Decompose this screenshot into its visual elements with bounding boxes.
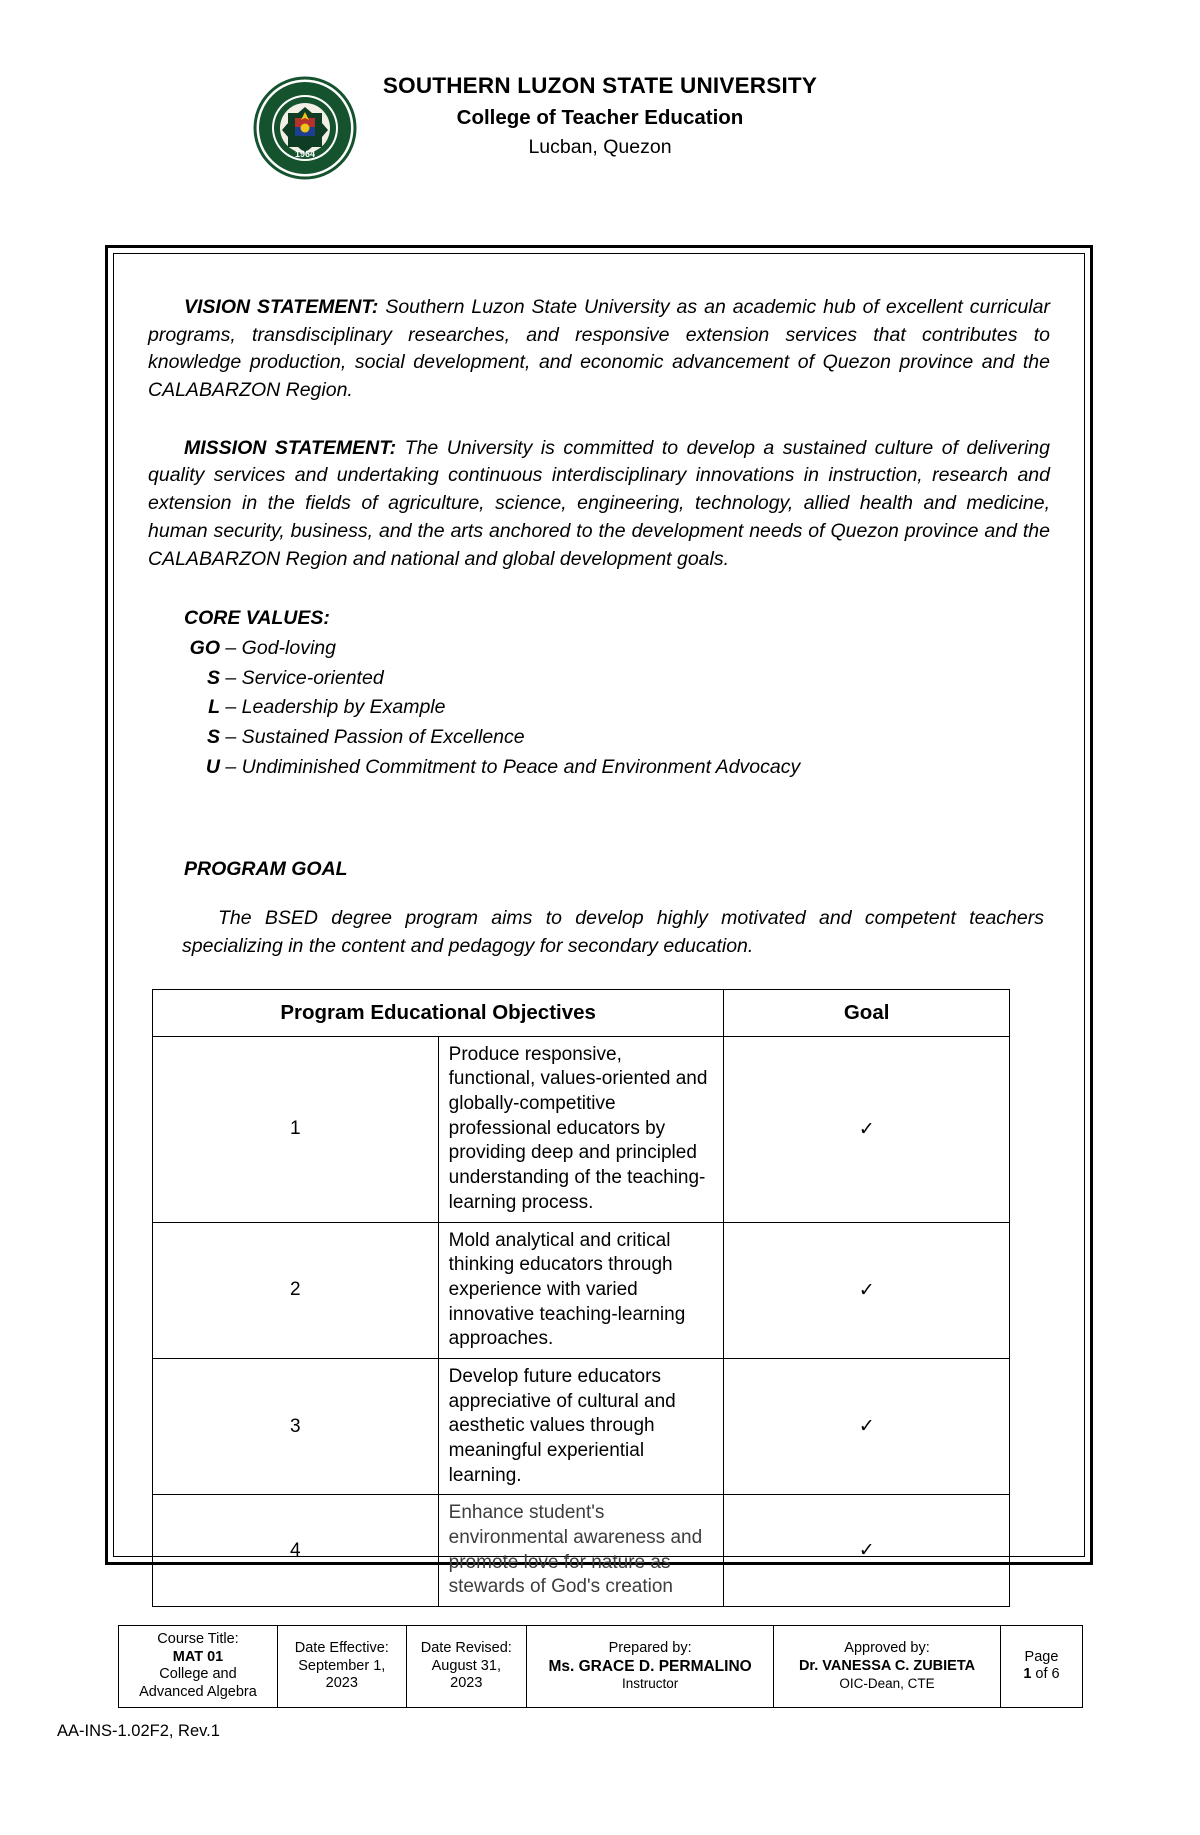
row-number: 2	[153, 1222, 439, 1358]
prepared-by-label: Prepared by:	[608, 1639, 692, 1656]
footer-approved-by-cell	[774, 1626, 1001, 1708]
core-value-key: GO	[189, 637, 220, 660]
row-goal-check: ✓	[724, 1036, 1010, 1222]
footer-page-cell	[1000, 1626, 1082, 1708]
core-value-key: U	[205, 755, 220, 778]
core-value-item	[184, 693, 1050, 723]
college-name: College of Teacher Education	[456, 105, 744, 129]
vision-label: VISION STATEMENT:	[184, 296, 379, 318]
form-code: AA-INS-1.02F2, Rev.1	[57, 1722, 220, 1740]
vision-statement	[148, 294, 1050, 405]
core-value-item	[184, 723, 1050, 753]
row-goal-check: ✓	[724, 1495, 1010, 1607]
program-goal-text: The BSED degree program aims to develop highly motivated and competent teachers specializing in the content and pedagogy for secondary education.	[182, 907, 1044, 957]
program-goal-title: PROGRAM GOAL	[184, 858, 348, 881]
core-value-text: – Sustained Passion of Excellence	[225, 726, 525, 749]
date-effective-label: Date Effective:	[294, 1639, 389, 1656]
row-objective: Develop future educators appreciative of cultural and aesthetic values through meaningful experiential learning.	[438, 1358, 724, 1494]
core-value-text: – Service-oriented	[225, 666, 384, 689]
core-value-text: – Undiminished Commitment to Peace and Environment Advocacy	[225, 755, 801, 778]
core-value-key: S	[206, 726, 220, 749]
course-code: MAT 01	[172, 1648, 224, 1665]
date-revised-line1: August 31,	[431, 1657, 501, 1674]
seal-year-text: 1964	[294, 149, 315, 159]
university-seal-icon	[253, 76, 357, 180]
row-goal-check: ✓	[724, 1222, 1010, 1358]
table-row	[153, 1358, 1010, 1494]
course-title-label: Course Title:	[157, 1631, 239, 1647]
mission-statement	[148, 435, 1050, 573]
core-value-text: – Leadership by Example	[225, 696, 446, 719]
column-header-objectives: Program Educational Objectives	[153, 989, 724, 1036]
prepared-by-name: Ms. GRACE D. PERMALINO	[548, 1657, 752, 1675]
core-value-key: L	[208, 696, 220, 719]
core-values-list	[184, 634, 1050, 782]
table-row	[153, 1036, 1010, 1222]
row-number: 1	[153, 1036, 439, 1222]
row-goal-check: ✓	[724, 1358, 1010, 1494]
core-value-text: – God-loving	[225, 637, 336, 660]
vision-text: Southern Luzon State University as an academic hub of excellent curricular programs, transdisciplinary researches, and responsive extension services that contributes to knowledge production, social development, and economic advancement of Quezon province and the CALABARZON Region.	[148, 296, 1050, 402]
core-value-item	[184, 664, 1050, 694]
content-frame	[105, 245, 1093, 1598]
mission-text: The University is committed to develop a sustained culture of delivering quality services and undertaking continuous interdisciplinary innovations in instruction, research and extension in the fields of agriculture, science, engineering, technology, allied health and medicine, human security, business, and the arts anchored to the development needs of Quezon province and the CALABARZON Region and national and global development goals.	[148, 436, 1050, 570]
row-number: 4	[153, 1495, 439, 1607]
footer-prepared-by-cell	[527, 1626, 774, 1708]
footer-date-revised-cell	[406, 1626, 527, 1708]
row-objective: Mold analytical and critical thinking educators through experience with varied innovative teaching-learning approaches.	[438, 1222, 724, 1358]
row-number: 3	[153, 1358, 439, 1494]
course-name-line1: College and	[159, 1666, 237, 1683]
footer-date-effective-cell	[277, 1626, 406, 1708]
program-educational-objectives-table	[152, 989, 1010, 1607]
page-total: of 6	[1031, 1666, 1060, 1683]
column-header-goal: Goal	[724, 989, 1010, 1036]
page-label: Page	[1024, 1648, 1059, 1665]
row-objective: Enhance student's environmental awareness and promote love for nature as stewards of God's creation	[438, 1495, 724, 1607]
date-revised-line2: 2023	[450, 1675, 483, 1692]
campus-address: Lucban, Quezon	[528, 136, 672, 159]
page-number-line	[1005, 1666, 1078, 1684]
mission-label: MISSION STATEMENT:	[184, 436, 397, 459]
university-name: SOUTHERN LUZON STATE UNIVERSITY	[382, 73, 818, 98]
footer-row	[119, 1626, 1083, 1708]
core-value-key: S	[206, 666, 220, 689]
approved-by-label: Approved by:	[844, 1640, 930, 1657]
date-revised-label: Date Revised:	[420, 1639, 512, 1656]
page-current: 1	[1023, 1666, 1032, 1683]
approved-by-name: Dr. VANESSA C. ZUBIETA	[798, 1658, 976, 1675]
document-footer-table	[118, 1625, 1083, 1708]
course-name-line2: Advanced Algebra	[139, 1684, 257, 1701]
table-row	[153, 1495, 1010, 1607]
table-row	[153, 1222, 1010, 1358]
core-values-title: CORE VALUES:	[184, 607, 330, 630]
table-header-row	[153, 989, 1010, 1036]
date-effective-line2: 2023	[325, 1675, 358, 1692]
core-value-item	[184, 634, 1050, 664]
date-effective-line1: September 1,	[298, 1657, 386, 1674]
prepared-by-role: Instructor	[621, 1676, 679, 1692]
row-objective: Produce responsive, functional, values-oriented and globally-competitive professional educators by providing deep and principled understanding of the teaching-learning process.	[438, 1036, 724, 1222]
core-value-item	[184, 753, 1050, 783]
document-header	[0, 0, 1200, 180]
footer-course-cell	[119, 1626, 278, 1708]
approved-by-role: OIC-Dean, CTE	[839, 1675, 935, 1691]
